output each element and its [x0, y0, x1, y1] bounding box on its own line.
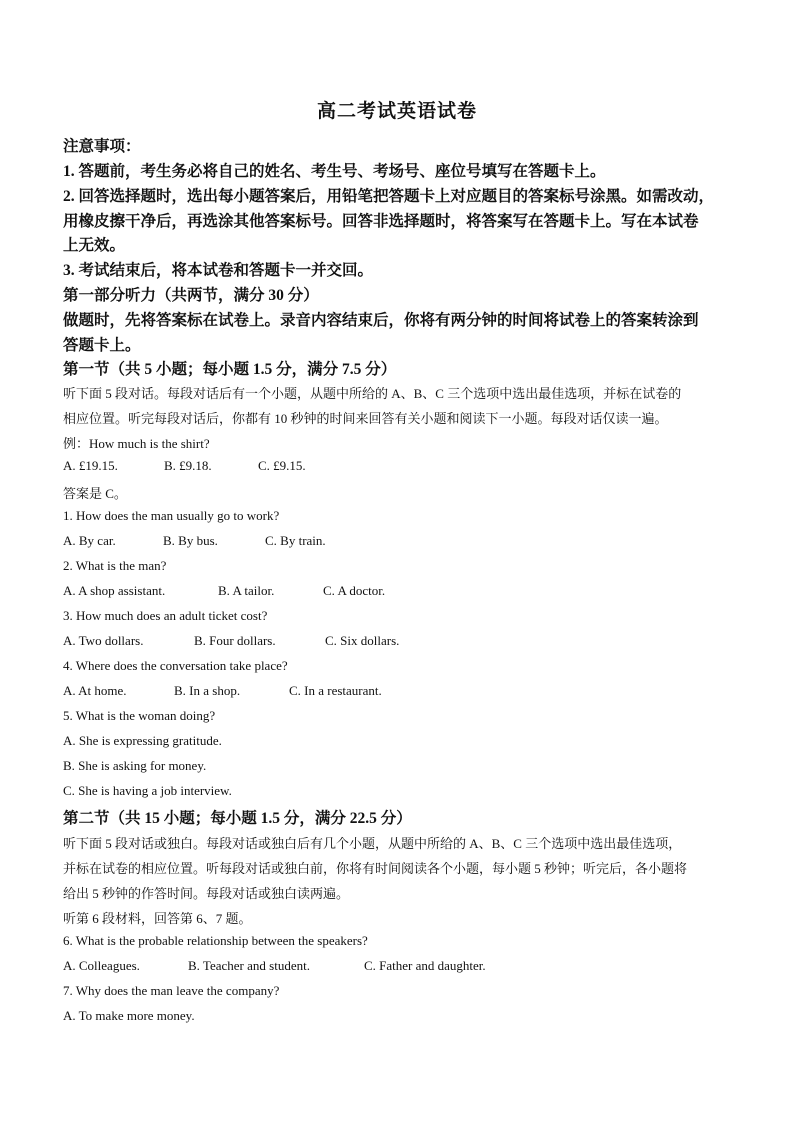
part1-heading: 第一部分听力（共两节，满分 30 分） — [63, 287, 319, 304]
q5-option-c: C. She is having a job interview. — [63, 783, 232, 798]
q3-option-a: A. Two dollars. — [63, 633, 144, 648]
q1-option-a: A. By car. — [63, 533, 116, 548]
example-question: 例：How much is the shirt? — [63, 436, 210, 451]
q2-option-c: C. A doctor. — [323, 583, 386, 598]
q4-option-c: C. In a restaurant. — [289, 683, 382, 698]
q3-option-c: C. Six dollars. — [325, 633, 400, 648]
section2-heading: 第二节（共 15 小题；每小题 1.5 分，满分 22.5 分） — [63, 810, 412, 827]
section2-instruction-line-2: 并标在试卷的相应位置。听每段对话或独白前，你将有时间阅读各个小题，每小题 5 秒钟；听完后，各小题将 — [63, 861, 688, 876]
section1-heading: 第一节（共 5 小题；每小题 1.5 分，满分 7.5 分） — [63, 361, 397, 378]
q2-option-b: B. A tailor. — [218, 583, 275, 598]
question-6-options — [63, 958, 743, 974]
q1-option-b: B. By bus. — [163, 533, 218, 548]
q2-option-a: A. A shop assistant. — [63, 583, 166, 598]
question-1-options — [63, 533, 743, 549]
question-6: 6. What is the probable relationship between the speakers? — [63, 933, 368, 948]
question-4: 4. Where does the conversation take place? — [63, 658, 288, 673]
q6-option-c: C. Father and daughter. — [364, 958, 486, 973]
section1-instruction-line-1: 听下面 5 段对话。每段对话后有一个小题，从题中所给的 A、B、C 三个选项中选出最佳选项，并标在试卷的 — [63, 386, 682, 401]
section1-instruction-line-2: 相应位置。听完每段对话后，你都有 10 秒钟的时间来回答有关小题和阅读下一小题。每段对话仅读一遍。 — [63, 411, 668, 426]
q4-option-b: B. In a shop. — [174, 683, 241, 698]
question-3: 3. How much does an adult ticket cost? — [63, 608, 268, 623]
question-2: 2. What is the man? — [63, 558, 167, 573]
notice-item-2-line-1: 2. 回答选择题时，选出每小题答案后，用铅笔把答题卡上对应题目的答案标号涂黑。如需改动， — [63, 188, 715, 205]
question-7: 7. Why does the man leave the company? — [63, 983, 280, 998]
q5-option-a: A. She is expressing gratitude. — [63, 733, 222, 748]
q4-option-a: A. At home. — [63, 683, 127, 698]
material-6-instruction: 听第 6 段材料，回答第 6、7 题。 — [63, 911, 252, 926]
page-title: 高二考试英语试卷 — [316, 101, 477, 122]
q5-option-b: B. She is asking for money. — [63, 758, 207, 773]
part1-instruction-line-1: 做题时，先将答案标在试卷上。录音内容结束后，你将有两分钟的时间将试卷上的答案转涂到 — [63, 312, 699, 329]
notice-item-1: 1. 答题前，考生务必将自己的姓名、考生号、考场号、座位号填写在答题卡上。 — [63, 163, 606, 180]
example-option-a: A. £19.15. — [63, 458, 118, 473]
question-2-options — [63, 583, 743, 599]
part1-instruction-line-2: 答题卡上。 — [63, 337, 141, 354]
question-1: 1. How does the man usually go to work? — [63, 508, 280, 523]
example-option-c: C. £9.15. — [258, 458, 306, 473]
q6-option-a: A. Colleagues. — [63, 958, 140, 973]
question-3-options — [63, 633, 743, 649]
question-4-options — [63, 683, 743, 699]
section2-instruction-line-1: 听下面 5 段对话或独白。每段对话或独白后有几个小题，从题中所给的 A、B、C 三个选项中选出最佳选项， — [63, 836, 682, 851]
example-options — [63, 458, 743, 474]
example-answer: 答案是 C。 — [63, 486, 127, 501]
section2-instruction-line-3: 给出 5 秒钟的作答时间。每段对话或独白读两遍。 — [63, 886, 350, 901]
notice-item-2-line-2: 用橡皮擦干净后，再选涂其他答案标号。回答非选择题时，将答案写在答题卡上。写在本试卷 — [63, 213, 699, 230]
q3-option-b: B. Four dollars. — [194, 633, 276, 648]
q7-option-a: A. To make more money. — [63, 1008, 195, 1023]
q1-option-c: C. By train. — [265, 533, 326, 548]
notice-heading: 注意事项： — [63, 138, 141, 155]
notice-item-3: 3. 考试结束后，将本试卷和答题卡一并交回。 — [63, 262, 374, 279]
q6-option-b: B. Teacher and student. — [188, 958, 310, 973]
example-option-b: B. £9.18. — [164, 458, 212, 473]
notice-item-2-line-3: 上无效。 — [63, 237, 126, 254]
question-5: 5. What is the woman doing? — [63, 708, 216, 723]
